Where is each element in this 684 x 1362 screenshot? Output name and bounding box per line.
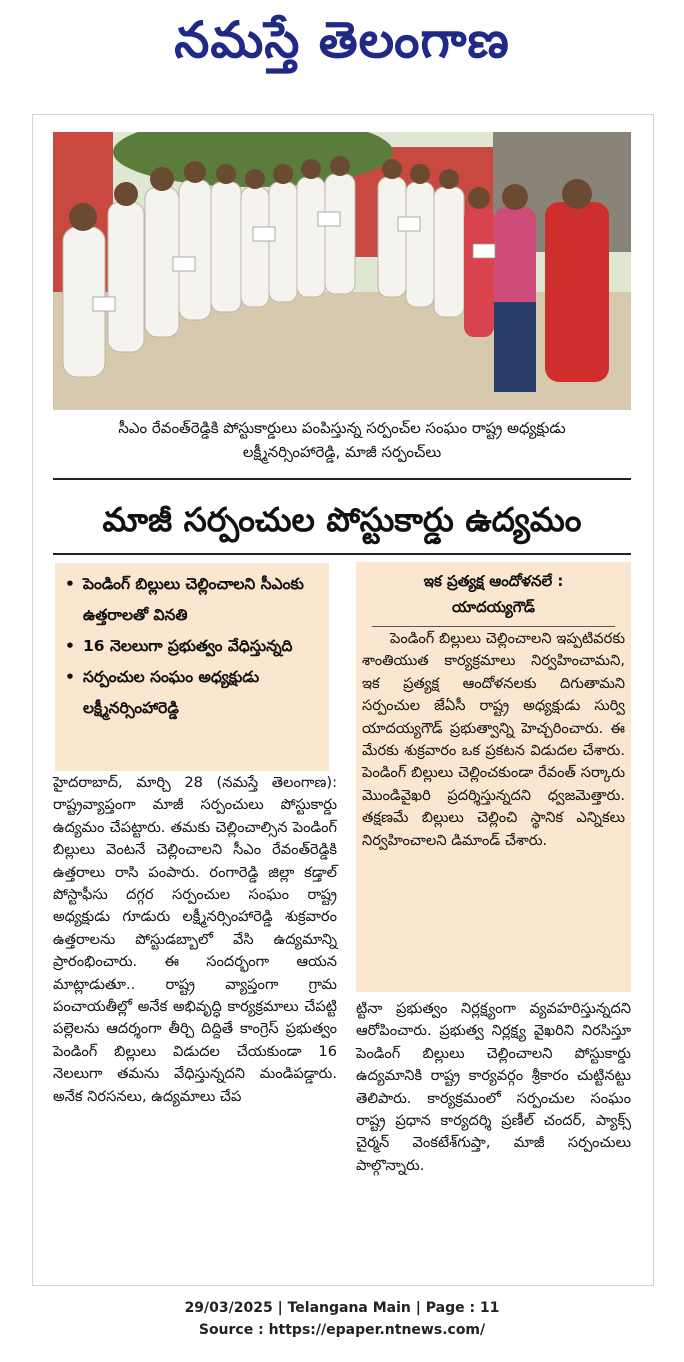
sidebar-title xyxy=(356,562,631,620)
headline: మాజీ సర్పంచుల పోస్టుకార్డు ఉద్యమం xyxy=(102,500,582,539)
sidebar-divider xyxy=(372,626,615,627)
news-photo xyxy=(53,132,631,410)
headline-top-rule xyxy=(53,478,631,480)
sidebar-title-line-1: ఇక ప్రత్యక్ష ఆందోళనలే : xyxy=(423,572,564,590)
sidebar-title-line-2: యాదయ్యగౌడ్ xyxy=(452,598,535,616)
footer-source-line: Source : https://epaper.ntnews.com/ xyxy=(198,1322,486,1338)
newspaper-title: నమస్తే తెలంగాణ xyxy=(174,10,510,69)
masthead xyxy=(0,0,684,90)
article-left-column xyxy=(53,772,337,1108)
photo-caption xyxy=(53,416,631,464)
sidebar-paragraph: పెండింగ్ బిల్లులు చెల్లించాలని ఇప్పటివరకు శాంతియుత కార్యక్రమాలు నిర్వహించామని, ఇక ప్రత్యక్ష ఆందోళనలకు దిగుతామని సర్పంచుల జేఏసీ రాష్ట్ర అధ్యక్షుడు సుర్వి యాదయ్యగౌడ్ ప్రభుత్వాన్ని హెచ్చరించారు. ఈ మేరకు శుక్రవారం ఒక ప్రకటన విడుదల చేశారు. పెండింగ్ బిల్లులు చెల్లించకుండా రేవంత్ సర్కారు మొండివైఖరి ప్రదర్శిస్తున్నదని ధ్వజమెత్తారు. తక్షణమే బిల్లులు చెల్లించి స్థానిక ఎన్నికలు నిర్వహించాలని డిమాండ్ చేశారు. xyxy=(362,630,625,849)
article-paragraph: హైదరాబాద్, మార్చి 28 (నమస్తే తెలంగాణ): రాష్ట్రవ్యాప్తంగా మాజీ సర్పంచులు పోస్టుకార్డు ఉద్యమం చేపట్టారు. తమకు చెల్లించాల్సిన పెండింగ్ బిల్లులు వెంటనే చెల్లించాలని సీఎం రేవంత్‌రెడ్డికి ఉత్తరాలు రాసి పంపారు. రంగారెడ్డి జిల్లా కడ్తాల్ పోస్టాఫీసు దగ్గర సర్పంచుల సంఘం రాష్ట్ర అధ్యక్షుడు గూడురు లక్ష్మీనర్సింహారెడ్డి శుక్రవారం ఉత్తరాలను పోస్టుడబ్బాలో వేసి ఉద్యమాన్ని ప్రారంభించారు. ఈ సందర్భంగా ఆయన మాట్లాడుతూ.. రాష్ట్ర వ్యాప్తంగా గ్రామ పంచాయతీల్లో అనేక అభివృద్ధి కార్యక్రమాలు చేపట్టి పల్లెలను ఆదర్శంగా తీర్చి దిద్దితే కాంగ్రెస్ ప్రభుత్వం పెండింగ్ బిల్లులు విడుదల చేయకుండా 16 నెలలుగా తమను వేధిస్తున్నదని మండిపడ్డారు. అనేక నిరసనలు, ఉద్యమాలు చేప xyxy=(53,774,337,1105)
group-holding-postcards-photo xyxy=(53,132,631,410)
highlight-item: • 16 నెలలుగా ప్రభుత్వం వేధిస్తున్నది xyxy=(63,631,321,662)
headline-bottom-rule xyxy=(53,553,631,555)
caption-line-1: సీఎం రేవంత్‌రెడ్డికి పోస్టుకార్డులు పంపిస్తున్న సర్పంచ్‌ల సంఘం రాష్ట్ర అధ్యక్షుడు xyxy=(118,419,566,437)
sidebar-body xyxy=(362,628,625,852)
article-right-column xyxy=(356,998,631,1177)
footer-date-line: 29/03/2025 | Telangana Main | Page : 11 xyxy=(184,1300,500,1316)
highlights-box xyxy=(55,563,329,771)
highlight-item: • సర్పంచుల సంఘం అధ్యక్షుడు లక్ష్మీనర్సింహారెడ్డి xyxy=(63,662,321,724)
highlight-item: • పెండింగ్ బిల్లులు చెల్లించాలని సీఎంకు ఉత్తరాలతో వినతి xyxy=(63,569,321,631)
caption-line-2: లక్ష్మీనర్సింహారెడ్డి, మాజీ సర్పంచ్‌లు xyxy=(242,443,442,461)
article-paragraph: ట్టినా ప్రభుత్వం నిర్లక్ష్యంగా వ్యవహరిస్తున్నదని ఆరోపించారు. ప్రభుత్వ నిర్లక్ష్య వైఖరిని నిరసిస్తూ పెండింగ్ బిల్లులు చెల్లించాలని పోస్టుకార్డు ఉద్యమానికి రాష్ట్ర కార్యవర్గం శ్రీకారం చుట్టినట్టు తెలిపారు. కార్యక్రమంలో సర్పంచుల సంఘం రాష్ట్ర ప్రధాన కార్యదర్శి ప్రణీల్ చందర్, ప్యాక్స్ చైర్మన్ వెంకటేశ్‌గుప్తా, మాజీ సర్పంచులు పాల్గొన్నారు. xyxy=(356,1000,631,1174)
